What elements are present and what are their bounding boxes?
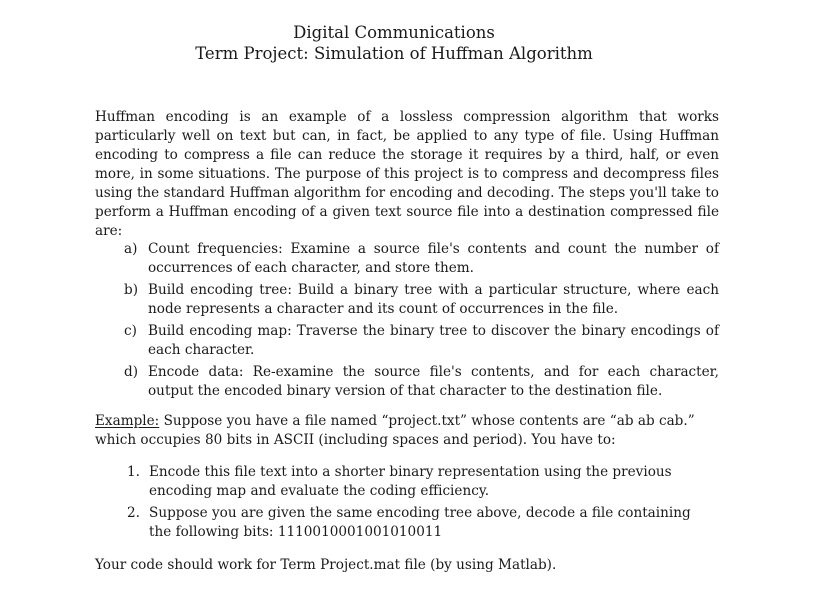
list-item-text: Encode data: Re-examine the source file's contents, and for each character, output the encoded binary version of that character to the destination file.	[148, 364, 719, 399]
list-item	[124, 240, 719, 278]
course-title: Digital Communications	[293, 23, 495, 42]
footer-note: Your code should work for Term Project.mat file (by using Matlab).	[95, 557, 557, 573]
list-marker: b)	[124, 282, 139, 298]
list-item	[127, 463, 717, 501]
example-paragraph	[95, 412, 719, 450]
list-item	[127, 504, 717, 542]
list-item	[124, 363, 719, 401]
steps-list	[124, 240, 719, 404]
list-marker: a)	[124, 241, 138, 257]
list-item-text: Count frequencies: Examine a source file's contents and count the number of occurrences of each character, and store them.	[148, 241, 719, 276]
list-marker: d)	[124, 364, 139, 380]
list-item-text: Build encoding tree: Build a binary tree with a particular structure, where each node represents a character and its count of occurrences in the file.	[148, 282, 719, 317]
example-label: Example:	[95, 413, 160, 429]
list-item-text: Encode this file text into a shorter binary representation using the previous encoding map and evaluate the coding efficiency.	[149, 464, 672, 499]
intro-paragraph: Huffman encoding is an example of a lossless compression algorithm that works particularly well on text but can, in fact, be applied to any type of file. Using Huffman encoding to compress a file can reduce the storage it requires by a third, half, or even more, in some situations. The purpose of this project is to compress and decompress files using the standard Huffman algorithm for encoding and decoding. The steps you'll take to perform a Huffman encoding of a given text source file into a destination compressed file are:	[95, 109, 719, 239]
list-item-text: Build encoding map: Traverse the binary tree to discover the binary encodings of each character.	[148, 323, 719, 358]
tasks-list	[127, 463, 717, 545]
list-marker: 1.	[127, 464, 140, 480]
example-line-1: Suppose you have a file named “project.txt” whose contents are “ab ab cab.”	[159, 413, 695, 429]
list-item	[124, 322, 719, 360]
list-item	[124, 281, 719, 319]
list-marker: 2.	[127, 505, 140, 521]
list-item-text: Suppose you are given the same encoding tree above, decode a file containing the following bits: 1110010001001010011	[149, 505, 691, 540]
list-marker: c)	[124, 323, 137, 339]
example-line-2: which occupies 80 bits in ASCII (including spaces and period). You have to:	[95, 432, 616, 448]
project-title: Term Project: Simulation of Huffman Algorithm	[195, 44, 593, 63]
title-block	[0, 22, 814, 64]
